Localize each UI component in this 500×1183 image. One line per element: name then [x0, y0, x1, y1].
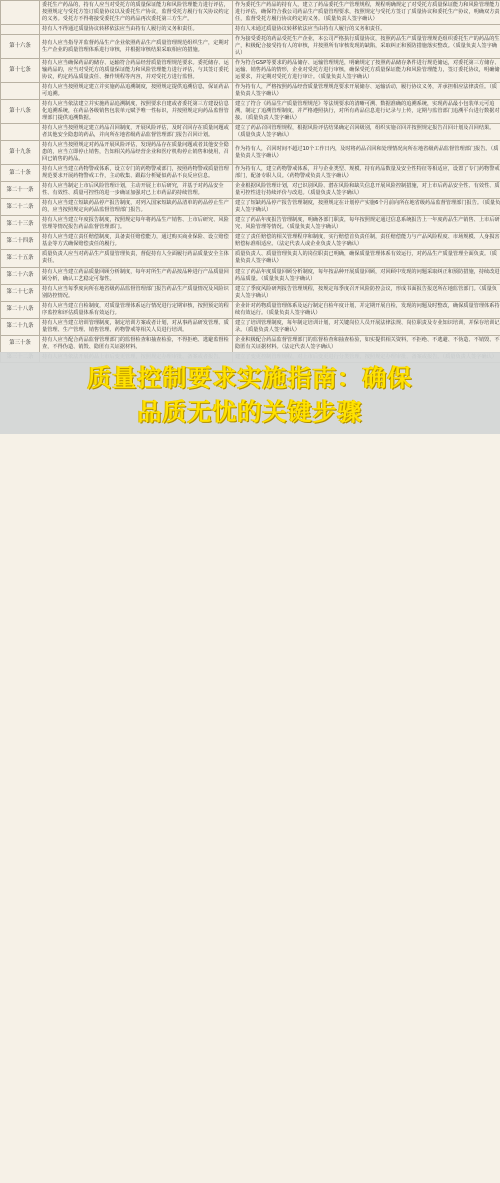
table-row: [1, 59, 500, 83]
table-row: [1, 25, 500, 35]
requirement-cell: 持有人应当每季度向所在地省级药品监督管理部门报告药品生产质量情况及风险识别防控情况。: [40, 284, 233, 301]
document-page: [0, 0, 500, 363]
table-row: [1, 1, 500, 25]
table-row: [1, 124, 500, 141]
implementation-cell: 建立了责任赔偿的相关管理程序和制度，实行赔偿首负责任制，责任赔偿能力与产品风险程度、市场规模、人身损害赔偿标准相适应。（法定代表人或企业负责人签字确认）: [233, 233, 500, 250]
article-cell: 第二十八条: [1, 301, 40, 318]
table-row: [1, 233, 500, 250]
table-row: [1, 284, 500, 301]
requirement-cell: 持有人应当按照规定对药品开展风险评估，发现药品存在质量问题或者其他安全隐患的，应当立即停止销售，告知相关药品经营企业和医疗机构停止销售和使用，召回已销售的药品。: [40, 141, 233, 165]
table-body: [1, 1, 500, 363]
table-row: [1, 301, 500, 318]
table-row: [1, 267, 500, 284]
requirement-cell: 持有人应当制定上市后风险管理计划，主动开展上市后研究，并基于对药品安全性、有效性、质量可控性的进一步确证加强对已上市药品的持续管理。: [40, 182, 233, 199]
implementation-cell: 质量负责人、质量管理负责人的岗位职责已明确，确保质量管理体系有效运行，对药品生产质量管理全面负责。（质量负责人签字确认）: [233, 250, 500, 267]
requirement-cell: 持有人应当配合药品监督管理部门的监督检查和抽查检验，不得拒绝、逃避监督检查，不得伪造、销毁、隐匿有关证据材料。: [40, 335, 233, 352]
implementation-cell: 建立了短缺药品停产报告管理制度，按照规定在计划停产实施6个月前向所在地省级药品监督管理部门报告。（质量负责人签字确认）: [233, 199, 500, 216]
implementation-cell: 建立了药品年度质量回顾分析制度，每年按品种开展质量回顾，对回顾中发现的问题采取纠正和预防措施，持续改进药品质量。（质量负责人签字确认）: [233, 267, 500, 284]
article-cell: 第十六条: [1, 35, 40, 59]
implementation-cell: 建立了药品召回管理规程，根据风险评估结果确定召回级别，组织实施召回并按照规定报告召回计划及召回结果。（质量负责人签字确认）: [233, 124, 500, 141]
requirement-cell: 持有人应当建立短缺药品停产报告制度，对列入国家短缺药品清单的药品停止生产的，应当按照规定向药品监督管理部门报告。: [40, 199, 233, 216]
requirement-cell: 持有人应当建立培训管理制度，制定培训方案或者计划，对从事药品研发管理、质量管理、生产管理、销售管理、药物警戒等相关人员进行培训。: [40, 318, 233, 335]
requirement-cell: 持有人应当建立责任赔偿制度，具备责任赔偿能力，通过购买商业保险、设立赔偿基金等方式确保赔偿责任的履行。: [40, 233, 233, 250]
table-row: [1, 216, 500, 233]
article-cell: 第二十九条: [1, 318, 40, 335]
requirement-cell: 持有人不得通过质量协议转移依法应当由持有人履行的义务和责任。: [40, 25, 233, 35]
banner-title-line2: 品质无忧的关键步骤: [137, 398, 363, 426]
requirement-cell: 持有人应当建立药品质量回顾分析制度，每年对所生产药品按品种进行产品质量回顾分析，确认工艺稳定可靠性。: [40, 267, 233, 284]
article-cell: 第十八条: [1, 100, 40, 124]
table-row: [1, 318, 500, 335]
table-row: [1, 165, 500, 182]
implementation-cell: 建立了符合《药品生产质量管理规范》等法规要求的清晰可溯、数据准确的追溯系统，实现药品最小包装单元可追溯，制定了追溯管理制度，并严格遵照执行，对所有药品信息进行记录与上传，定期与监管部门追溯平台进行数据对接。（质量负责人签字确认）: [233, 100, 500, 124]
table-row: [1, 83, 500, 100]
article-cell: 第二十七条: [1, 284, 40, 301]
article-cell: 第三十条: [1, 335, 40, 352]
requirement-cell: 持有人应当按照规定建立药品召回制度，开展风险评估，及时召回存在质量问题或者其他安全隐患的药品，并向所在地省级药品监督管理部门报告召回计划。: [40, 124, 233, 141]
title-banner: [0, 352, 500, 434]
table-row: [1, 35, 500, 59]
article-cell: 第二十六条: [1, 267, 40, 284]
requirement-cell: 持有人应当建立年度报告制度，按照规定每年将药品生产销售、上市后研究、风险管理等情况报告药品监督管理部门。: [40, 216, 233, 233]
table-row: [1, 100, 500, 124]
banner-title-line1: 质量控制要求实施指南：确保: [87, 364, 413, 392]
implementation-cell: 企业积极配合药品监督管理部门的监督检查和抽查检验，如实提供相关资料，不拒绝、不逃避、不伪造、不销毁、不隐匿有关证据材料。（法定代表人签字确认）: [233, 335, 500, 352]
article-cell: 第十九条: [1, 141, 40, 165]
article-cell: 第二十五条: [1, 250, 40, 267]
requirement-cell: 持有人应当依法建立并实施药品追溯制度，按照要求自建或者委托第三方建设信息化追溯系统，在药品各级销售包装单元赋予唯一性标识，并按照规定向药品监督管理部门提供追溯数据。: [40, 100, 233, 124]
implementation-cell: 建立了季度风险研判报告管理规程，按规定每季度召开风险防控会议，形成书面报告报送所在地监管部门。（质量负责人签字确认）: [233, 284, 500, 301]
requirement-cell: 委托生产药品的，持有人应当对受托方的质量保证能力和风险管理能力进行评估，按照规定与受托方签订质量协议以及委托生产协议，监督受托方履行有关协议约定的义务。受托方不得将接受委托生产的药品再次委托第三方生产。: [40, 1, 233, 25]
requirement-cell: 质量负责人应当对药品生产质量管理负责，督促持有人全面履行药品质量安全主体责任。: [40, 250, 233, 267]
requirement-cell: 持有人应当建立自检制度，对质量管理体系运行情况进行定期审核，按照预定的程序监控和评估质量体系有效运行。: [40, 301, 233, 318]
article-cell: [1, 83, 40, 100]
article-cell: [1, 1, 40, 25]
implementation-cell: 建立了培训管理制度，每年制定培训计划，对关键岗位人员开展法律法规、岗位职责及专业知识培训，并保存培训记录。（质量负责人签字确认）: [233, 318, 500, 335]
implementation-cell: 建立了药品年度报告管理制度，明确各部门职责，每年按照规定通过信息系统报告上一年度药品生产销售、上市后研究、风险管理等情况。（质量负责人签字确认）: [233, 216, 500, 233]
table-row: [1, 250, 500, 267]
implementation-cell: 作为持有人，严格按照药品经营质量管理规范要求开展储存、运输活动，履行协议义务，并承担相应法律责任。（质量负责人签字确认）: [233, 83, 500, 100]
implementation-cell: 作为符合GSP等要求的药品储存、运输管理规范，明确规定了按照药品储存条件进行规范储运，对委托第三方储存、运输、销售药品的情形，企业对受托方进行审核，确保受托方质量保证能力和风险管理能力，签订委托协议，明确储运要求，并定期对受托方进行审计。（质量负责人签字确认）: [233, 59, 500, 83]
implementation-cell: 作为持有人，召回时间不超过10个工作日内，及时将药品召回和处理情况向所在地省级药品监督管理部门报告。（质量负责人签字确认）: [233, 141, 500, 165]
implementation-cell: 作为委托生产药品的持有人，建立了药品委托生产管理规程，规程明确规定了对受托方质量保证能力和风险管理能力进行评估，确保符合我公司药品生产质量管理要求，按照规定与受托方签订了质量协议和委托生产协议，明确双方责任，监督受托方履行协议约定的义务。（质量负责人签字确认）: [233, 1, 500, 25]
implementation-cell: 作为接受委托的药品受托生产企业，本公司严格执行质量协议，按照药品生产质量管理规范组织委托生产的药品的生产，积极配合接受持有人的审核，并按照所有审核发现的缺陷，采取纠正和预防措施落实整改。（质量负责人签字确认）: [233, 35, 500, 59]
article-cell: 第二十三条: [1, 216, 40, 233]
article-cell: [1, 124, 40, 141]
requirement-cell: 持有人应当按照规定建立并实施药品追溯制度，按照规定提供追溯信息，保证药品可追溯。: [40, 83, 233, 100]
requirement-cell: 持有人应当指导并监督药品生产企业依照药品生产质量管理规范组织生产，定期对生产企业的质量管理体系进行审核，并根据审核结果采取相应的措施。: [40, 35, 233, 59]
compliance-table: [0, 0, 500, 363]
requirement-cell: 持有人应当建立药物警戒体系，设立专门的药物警戒部门，按照药物警戒质量管理规范要求开展药物警戒工作，主动收集、跟踪分析疑似药品不良反应信息。: [40, 165, 233, 182]
article-cell: [1, 25, 40, 35]
implementation-cell: 企业根据风险管理计划，对已识别风险、潜在风险和缺失信息开展风险控制措施，对上市后药品安全性、有效性、质量可控性进行持续评价与改进。（质量负责人签字确认）: [233, 182, 500, 199]
table-row: [1, 199, 500, 216]
implementation-cell: 作为持有人，建立药物警戒体系，并与企业类型、规模、持有药品数量及安全性特征等相适应，设置了专门药物警戒部门，配备专职人员。（药物警戒负责人签字确认）: [233, 165, 500, 182]
table-row: [1, 182, 500, 199]
article-cell: 第二十四条: [1, 233, 40, 250]
article-cell: 第二十二条: [1, 199, 40, 216]
requirement-cell: 持有人应当确保药品的储存、运输符合药品经营质量管理规范要求。委托储存、运输药品的，应当对受托方的质量保证能力和风险管理能力进行评估，与其签订委托协议，约定药品质量责任、操作规程等内容，并对受托方进行监督。: [40, 59, 233, 83]
table-row: [1, 335, 500, 352]
implementation-cell: 企业针对药物质量管理体系及运行制定自检年度计划，并定期开展自检，发现的问题及时整改，确保质量管理体系持续有效运行。（质量负责人签字确认）: [233, 301, 500, 318]
article-cell: 第二十一条: [1, 182, 40, 199]
article-cell: 第二十条: [1, 165, 40, 182]
table-row: [1, 141, 500, 165]
implementation-cell: 持有人未通过质量协议转移依法应当由持有人履行的义务和责任。: [233, 25, 500, 35]
article-cell: 第十七条: [1, 59, 40, 83]
